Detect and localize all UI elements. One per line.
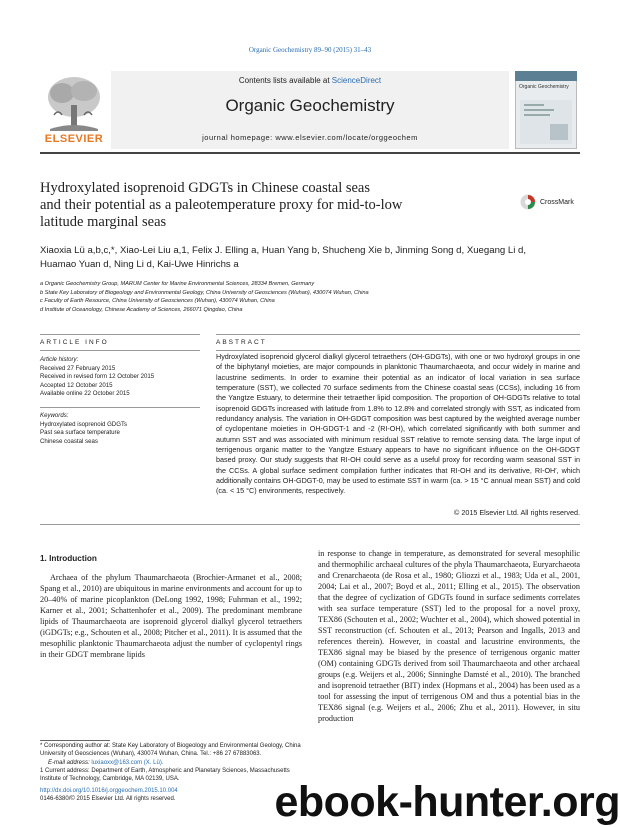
copyright: © 2015 Elsevier Ltd. All rights reserved. bbox=[454, 508, 580, 517]
author-line: Xiaoxia Lü a,b,c,*, Xiao-Lei Liu a,1, Felix J. Elling a, Huan Yang b, Shucheng Xie b, Jinming Song d, Xuegang Li d, bbox=[40, 245, 527, 256]
history-label: Article history: bbox=[40, 356, 79, 363]
journal-homepage bbox=[111, 133, 509, 142]
footnote-rule bbox=[40, 740, 110, 741]
affiliation: a Organic Geochemistry Group, MARUM Center for Marine Environmental Sciences, 28334 Bremen, Germany bbox=[40, 281, 315, 287]
email-label: E-mail address: bbox=[48, 759, 90, 766]
affiliation: c Faculty of Earth Resource, China University of Geosciences (Wuhan), 430074 Wuhan, China bbox=[40, 298, 275, 305]
affiliation: d Institute of Oceanology, Chinese Academy of Sciences, 266071 Qingdao, China bbox=[40, 306, 243, 313]
homepage-url[interactable]: www.elsevier.com/locate/orggeochem bbox=[275, 133, 418, 142]
article-info-heading: ARTICLE INFO bbox=[40, 339, 109, 346]
journal-title: Organic Geochemistry bbox=[225, 96, 395, 115]
body-column-right: in response to change in temperature, as demonstrated for several mesophilic and thermophilic archaeal cultures of the phyla Thaumarchaeota, Euryarchaeota and Crenarchaeota (de Rosa et al., 1980; Gliozzi et al., 1983; Uda et al., 2001, 2004; Lai et al., 2007; Boyd et al., 2011; Elling et al., 2015). The observation that the degree of cyclization of GDGTs found in surface sediments correlates with sea surface temperature (SST) led to the proposal for a novel proxy, TEX86 (Schouten et al., 2002; Wuchter et al., 2004), which showed potential in SST reconstruction (cf. Schouten et al., 2013; Pearson and Ingalls, 2013 and references therein). However, in coastal and lacustrine environments, the TEX86 signal may be biased by the presence of terrigenous organic matter (OM) containing GDGTs derived from soil Thaumarchaeota and other archaeal groups (e.g. Weijers et al., 2006; Sinninghe Damsté et al., 2010). The branched and isoprenoid tetraether (BIT) index (Hopmans et al., 2004) has been used as a tool for assessing the input of terrigenous OM and thus a potential bias in the TEX86 signal (e.g. Weijers et al., 2006; Zhu et al., 2011). However, in situ production bbox=[318, 549, 580, 723]
abstract-bottom-rule bbox=[40, 524, 580, 525]
watermark: ebook-hunter.org bbox=[274, 778, 620, 826]
footnote-email bbox=[40, 759, 302, 767]
section-heading: 1. Introduction bbox=[40, 554, 97, 563]
journal-cover-art bbox=[520, 100, 572, 144]
article-title-line: and their potential as a paleotemperature proxy for mid-to-low bbox=[40, 197, 403, 213]
crossmark-label: CrossMark bbox=[540, 198, 574, 206]
affiliation: b State Key Laboratory of Biogeology and Environmental Geology, China University of Geosciences (Wuhan), 430074 Wuhan, China bbox=[40, 289, 369, 296]
article-title bbox=[40, 180, 500, 231]
history-item: Received in revised form 12 October 2015 bbox=[40, 373, 155, 381]
footnote-corresponding: * Corresponding author at: State Key Laboratory of Biogeology and Environmental Geology, China University of Geosciences (Wuhan), 430074 Wuhan, China. Tel.: +86 27 67883063. bbox=[40, 743, 301, 758]
keyword: Chinese coastal seas bbox=[40, 437, 98, 445]
issn-line: 0146-6380/© 2015 Elsevier Ltd. All rights reserved. bbox=[40, 796, 176, 803]
affiliations bbox=[40, 280, 580, 314]
abstract-text: Hydroxylated isoprenoid glycerol dialkyl glycerol tetraethers (OH-GDGTs), with one or two hydroxyl groups in one of the biphytanyl moieties, are major compounds in planktonic Thaumarchaeota, and occur widely in marine and lacustrine sediments. In order to examine their potential as an indicator of local variation in sea surface temperature (SST), we collected 70 surface sediments from the Chinese coastal seas (CCSs), including 16 from the Yangtze Estuary, to determine their tetraether lipid composition. The proportion of OH-GDGTs relative to total isoprenoid GDGTs increased with latitude from 1.8% to 12.8% and correlated strongly with SST, as indicated from redundancy analysis. The variation in OH-GDGT composition was best captured by the weighted average number of cyclopentane moieties in OH-GDGT-1 and -2 (RI-OH), which correlated significantly with both summer and autumn SST and was associated with minimum residual SST relative to remote sensing data. The large input of terrigenous organic matter to the Yangtze Estuary appears to have no significant influence on the OH-GDGT based proxy. Our study suggests that RI-OH could serve as a useful proxy for recording warm seasonal SST in the CCSs. A global surface sediment compilation further indicates that RI-OH and its derivative, RI-OH′, which additionally contains OH-GDGT-0, may be used to estimate SST in warm (ca. > 15 °C annual mean SST) and cold (ca. < 15 °C) environments, respectively. bbox=[216, 352, 580, 496]
crossmark-icon bbox=[520, 194, 536, 210]
keyword: Hydroxylated isoprenoid GDGTs bbox=[40, 420, 128, 428]
article-history bbox=[40, 356, 205, 399]
keywords-rule bbox=[40, 407, 200, 408]
history-item: Received 27 February 2015 bbox=[40, 364, 116, 372]
article-title-line: latitude marginal seas bbox=[40, 214, 167, 230]
journal-cover-band bbox=[515, 71, 577, 81]
article-info-rule bbox=[40, 350, 200, 351]
homepage-prefix: journal homepage: bbox=[202, 133, 273, 142]
article-info-rule bbox=[40, 334, 200, 335]
keywords-label: Keywords: bbox=[40, 412, 69, 419]
journal-cover-title: Organic Geochemistry bbox=[519, 84, 569, 90]
elsevier-wordmark: ELSEVIER bbox=[44, 133, 104, 145]
abstract-rule bbox=[216, 334, 580, 335]
abstract-heading: ABSTRACT bbox=[216, 339, 267, 346]
sciencedirect-link[interactable]: ScienceDirect bbox=[331, 76, 382, 85]
keyword: Past sea surface temperature bbox=[40, 429, 120, 437]
keywords bbox=[40, 412, 205, 446]
footnote-current-address: 1 Current address: Department of Earth, Atmospheric and Planetary Sciences, Massachusetts Institute of Technology, Cambridge, MA 02139, USA. bbox=[40, 767, 290, 783]
abstract-rule bbox=[216, 350, 580, 351]
doi-link[interactable]: http://dx.doi.org/10.1016/j.orggeochem.2015.10.004 bbox=[40, 788, 178, 794]
email-link[interactable]: luxiaoxx@163.com (X. Lü). bbox=[91, 759, 164, 766]
history-item: Available online 22 October 2015 bbox=[40, 390, 130, 398]
article-title-line: Hydroxylated isoprenoid GDGTs in Chinese coastal seas bbox=[40, 180, 371, 196]
contents-availability bbox=[111, 76, 509, 85]
body-column-left: Archaea of the phylum Thaumarchaeota (Brochier-Armanet et al., 2008; Spang et al., 2010) are ubiquitous in marine environments and account for up to 20–40% of marine picoplankton (DeLong 1992, 1998; Fuhrman et al., 1992; Karner et al., 2001; Schattenhofer et al., 2009). The predominant membrane lipids of Thaumarchaeota are isoprenoid glycerol dialkyl glycerol tetraethers (iGDGTs; e.g., Schouten et al., 2008; Pitcher et al., 2011). It is assumed that the mesophilic planktonic Thaumarchaeota adjust the number of cyclopentyl rings in their GDGT membrane lipids bbox=[40, 573, 302, 659]
history-item: Accepted 12 October 2015 bbox=[40, 381, 113, 389]
author-list bbox=[40, 244, 580, 272]
contents-prefix: Contents lists available at bbox=[238, 76, 330, 85]
crossmark-badge[interactable] bbox=[520, 193, 582, 209]
journal-reference[interactable]: Organic Geochemistry 89–90 (2015) 31–43 bbox=[248, 46, 372, 54]
header-rule bbox=[40, 152, 580, 154]
author-line: Huamao Yuan d, Ning Li d, Kai-Uwe Hinrichs a bbox=[40, 259, 239, 270]
